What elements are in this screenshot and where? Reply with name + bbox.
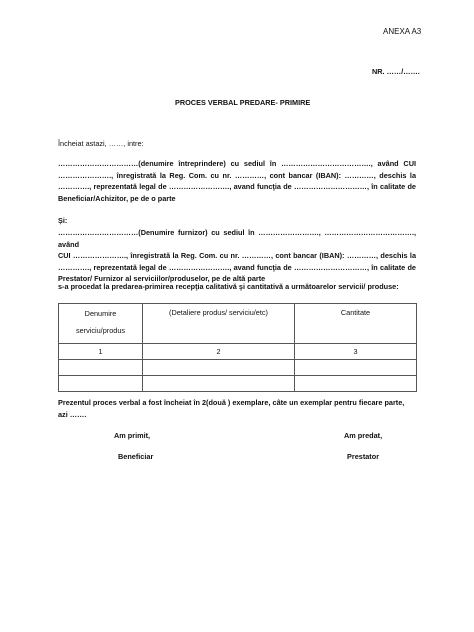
signature-right-label: Am predat, — [344, 431, 383, 440]
services-table — [58, 303, 417, 392]
empty-cell — [295, 376, 417, 392]
si-label: Și: — [58, 216, 68, 225]
beneficiary-line-3: …………., reprezentată legal de ……………………., avand funcţia de …………………………, în calitate de — [58, 182, 416, 192]
empty-cell — [59, 376, 143, 392]
signature-right-role: Prestator — [347, 452, 380, 461]
table-row — [59, 344, 417, 360]
header-cell-denumire — [59, 304, 143, 344]
header-col1-line-1: Denumire — [84, 309, 117, 318]
number-cell-2: 2 — [143, 344, 295, 360]
signature-left-role: Beneficiar — [118, 452, 154, 461]
table-row — [59, 360, 417, 376]
document-number: NR. ……/……. — [372, 67, 420, 76]
empty-cell — [295, 360, 417, 376]
intro-line: Încheiat astazi, ……, intre: — [58, 139, 144, 148]
empty-cell — [143, 376, 295, 392]
provider-line-4: Prestator/ Furnizor al serviciilor/produselor, pe de altă parte — [58, 274, 266, 284]
beneficiary-line-4: Beneficiar/Achizitor, pe de o parte — [58, 193, 176, 203]
closing-line-2: azi ……. — [58, 409, 87, 419]
statement-line: s-a procedat la predarea-primirea recepţia calitativă şi cantitativă a următoarelor servicii/ produse: — [58, 282, 399, 291]
empty-cell — [59, 360, 143, 376]
header-col1-line-2: serviciu/produs — [75, 325, 126, 335]
provider-line-1: ……………………………(Denumire furnizor) cu sediul în ……………………., ………………………………., având — [58, 228, 416, 249]
header-cell-detaliere: (Detaliere produs/ serviciu/etc) — [143, 304, 295, 344]
empty-cell — [143, 360, 295, 376]
header-cell-cantitate: Cantitate — [295, 304, 417, 344]
page-title: PROCES VERBAL PREDARE- PRIMIRE — [175, 98, 311, 107]
beneficiary-line-1: ……………………………(denumire întreprindere) cu sediul în ………………………………., având CUI — [58, 159, 416, 168]
signature-left-label: Am primit, — [114, 431, 151, 440]
closing-line-1: Prezentul proces verbal a fost încheiat în 2(două ) exemplare, câte un exemplar pentru fiecare parte, — [58, 398, 405, 407]
number-cell-1: 1 — [59, 344, 143, 360]
table-header-row — [59, 304, 417, 344]
beneficiary-paragraph — [58, 158, 416, 204]
table-row — [59, 376, 417, 392]
number-cell-3: 3 — [295, 344, 417, 360]
provider-paragraph — [58, 227, 416, 285]
closing-paragraph — [58, 397, 428, 420]
provider-line-3: …………., reprezentată legal de ……………………., avand funcţia de …………………………, în calitate de — [58, 262, 416, 272]
beneficiary-line-2: …………………., înregistrată la Reg. Com. cu nr. …………, cont bancar (IBAN): …………, deschis la — [58, 170, 416, 180]
provider-line-2: CUI …………………., înregistrată la Reg. Com. cu nr. …………, cont bancar (IBAN): …………, deschis la — [58, 251, 416, 261]
annex-label: ANEXA A3 — [383, 27, 422, 36]
